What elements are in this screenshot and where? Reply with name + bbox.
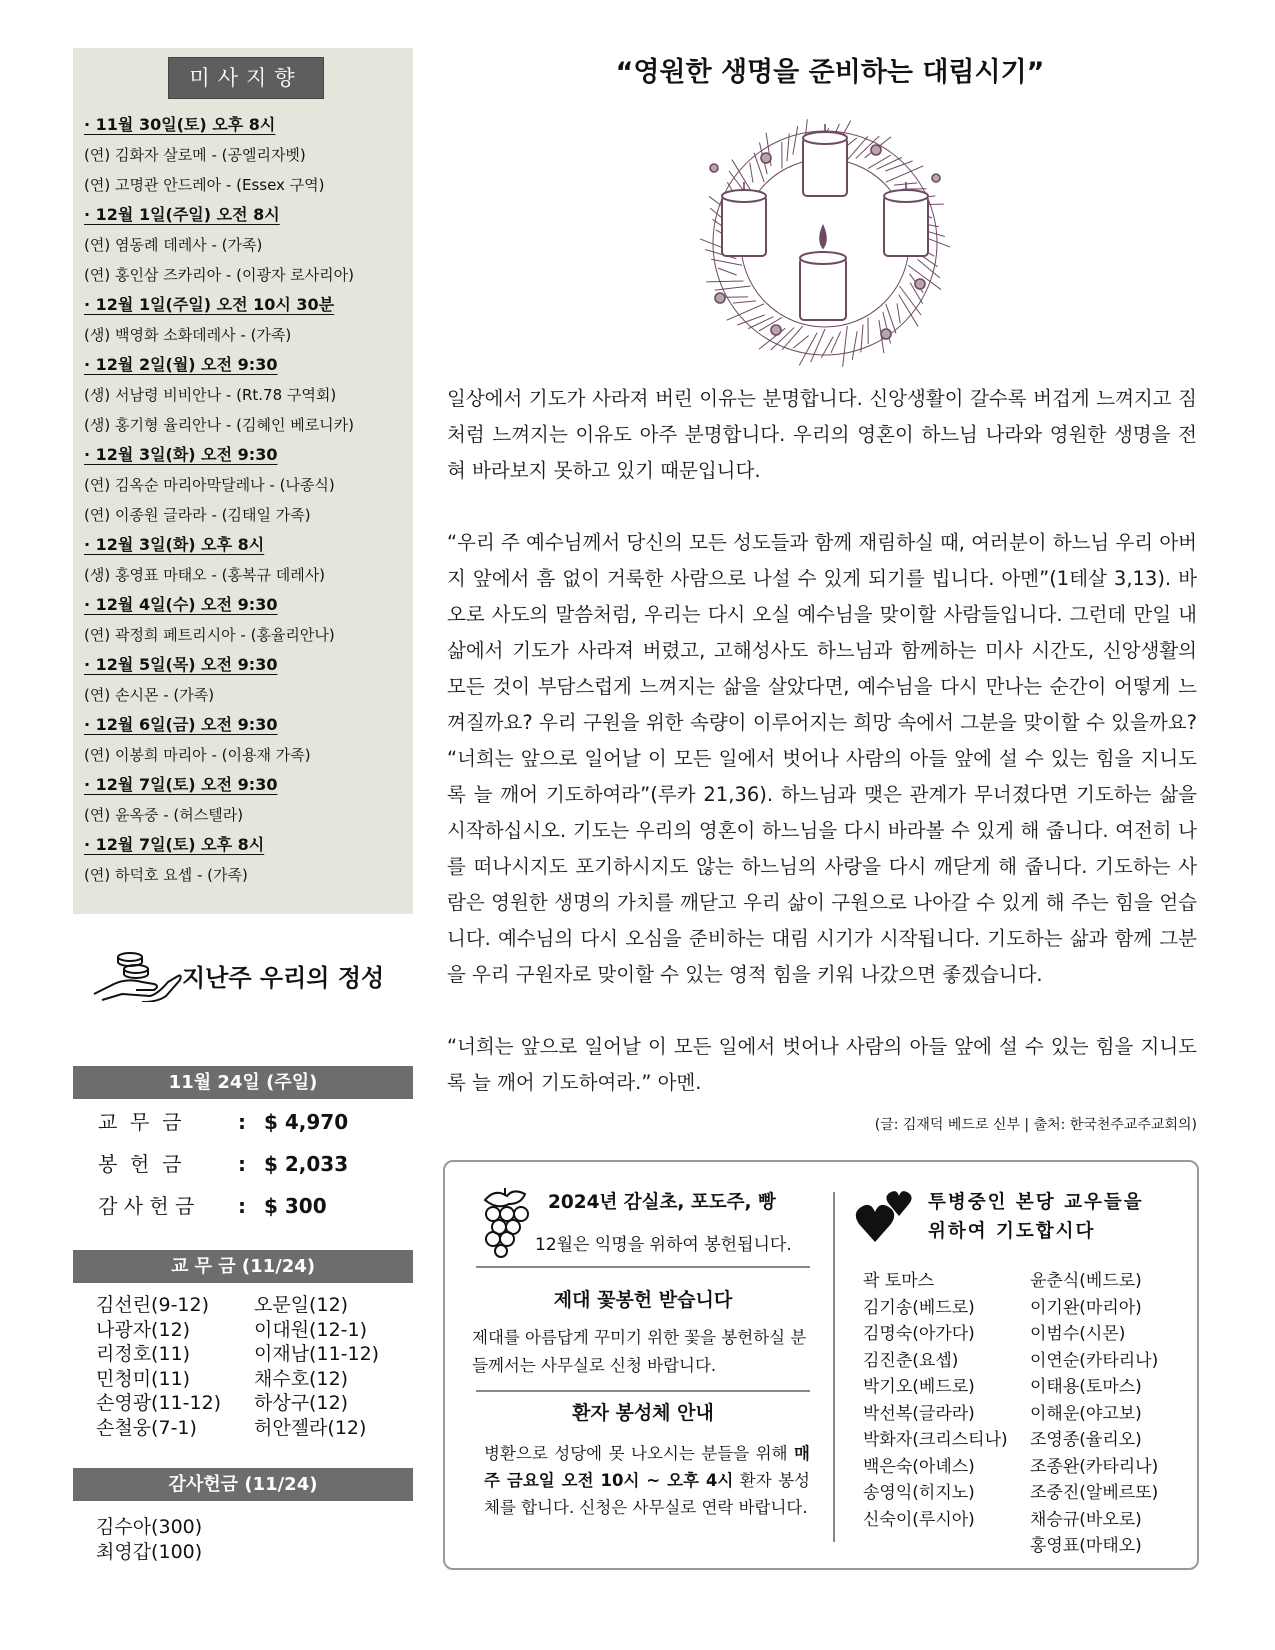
- grape-title: 2024년 감실초, 포도주, 빵: [548, 1192, 776, 1213]
- thanks-list: [96, 1515, 202, 1564]
- mass-intention-list: [84, 110, 409, 890]
- gyomu-name: 하상구(12): [254, 1392, 349, 1414]
- offering-rows: [98, 1101, 418, 1227]
- offering-colon: :: [238, 1110, 246, 1134]
- prayer-name: 채승규(바오로): [1030, 1509, 1142, 1530]
- mass-date-text: · 12월 4일(수) 오전 9:30: [84, 595, 278, 614]
- article-paragraph-3: “너희는 앞으로 일어날 이 모든 일에서 벗어나 사람의 아들 앞에 설 수 있는 힘을 지니도록 늘 깨어 기도하여라.” 아멘.: [447, 1035, 1197, 1094]
- mass-date: [84, 650, 409, 680]
- gyomu-name: 나광자(12): [96, 1318, 191, 1341]
- notice-divider-2: [476, 1390, 810, 1392]
- eucharist-text-2: 환자 봉성체를 합니다. 신청은 사무실로 연락 바랍니다.: [484, 1471, 810, 1517]
- mass-date-text: · 12월 1일(주일) 오전 8시: [84, 205, 280, 224]
- article-title: “영원한 생명을 준비하는 대림시기”: [615, 57, 1045, 88]
- offering-value: $ 4,970: [264, 1110, 349, 1134]
- grape-subtitle: 12월은 익명을 위하여 봉헌됩니다.: [535, 1235, 792, 1255]
- offering-row: [98, 1143, 418, 1185]
- mass-intention-item: (연) 염동례 데레사 - (가족): [84, 236, 263, 254]
- mass-intention-item: (연) 이봉희 마리아 - (이용재 가족): [84, 746, 311, 764]
- mass-date: [84, 110, 409, 140]
- gyomu-name: 김선린(9-12): [96, 1294, 210, 1316]
- gyomu-col-2: [254, 1293, 424, 1440]
- prayer-name: 백은숙(아녜스): [863, 1456, 975, 1477]
- gyomu-name: 이재남(11-12): [254, 1343, 380, 1365]
- prayer-title-line-1: 투병중인 본당 교우들을: [928, 1192, 1144, 1213]
- mass-intention-item: (생) 백영화 소화데레사 - (가족): [84, 326, 292, 344]
- prayer-name: 홍영표(마태오): [1030, 1536, 1142, 1556]
- mass-intention-item: (연) 하덕호 요셉 - (가족): [84, 866, 248, 884]
- gyomu-name: 오문일(12): [254, 1294, 349, 1316]
- prayer-name: 조영종(율리오): [1030, 1430, 1142, 1450]
- prayer-list-col-1: [863, 1268, 1008, 1533]
- prayer-name: 윤춘식(베드로): [1030, 1271, 1142, 1291]
- gyomu-name: 허안젤라(12): [254, 1416, 367, 1439]
- offering-label: 감 사 헌 금: [98, 1194, 195, 1218]
- gyomu-col-1: [96, 1293, 256, 1440]
- mass-intention-item: (연) 윤옥중 - (허스텔라): [84, 806, 244, 824]
- offering-value: $ 2,033: [264, 1152, 349, 1176]
- prayer-name: 박선복(글라라): [863, 1403, 975, 1424]
- eucharist-text-1: 병환으로 성당에 못 나오시는 분들을 위해: [484, 1444, 795, 1463]
- mass-intention-item: (생) 서남령 비비안나 - (Rt.78 구역회): [84, 386, 337, 404]
- gyomu-name: 이대원(12-1): [254, 1318, 368, 1341]
- mass-intention-item: (연) 김화자 살로메 - (공엘리자벳): [84, 146, 306, 164]
- offering-label: 봉 헌 금: [98, 1152, 182, 1176]
- offering-label: 교 무 금: [98, 1110, 182, 1134]
- prayer-name: 이범수(시몬): [1030, 1324, 1126, 1344]
- offering-colon: :: [238, 1152, 246, 1176]
- gyomu-name: 손영광(11-12): [96, 1392, 222, 1414]
- mass-date-text: · 12월 7일(토) 오전 9:30: [84, 775, 278, 794]
- mass-date: [84, 590, 409, 620]
- mass-intention-item: (연) 곽정희 페트리시아 - (홍율리안나): [84, 626, 335, 644]
- mass-date-text: · 12월 3일(화) 오후 8시: [84, 535, 265, 554]
- gyomu-name: 손철웅(7-1): [96, 1416, 197, 1439]
- prayer-title-line-2: 위하여 기도합시다: [928, 1221, 1096, 1242]
- mass-intention-item: (생) 홍기형 율리안나 - (김혜인 베로니카): [84, 416, 355, 434]
- prayer-name: 박기오(베드로): [863, 1377, 975, 1397]
- eucharist-time: 매주 금요일 오전 10시 ~ 오후 4시: [484, 1444, 810, 1490]
- prayer-name: 송영익(히지노): [863, 1483, 975, 1503]
- offering-value: $ 300: [264, 1194, 327, 1218]
- prayer-name: 이해운(야고보): [1030, 1403, 1142, 1424]
- mass-date: [84, 770, 409, 800]
- mass-intention-item: (연) 손시몬 - (가족): [84, 686, 215, 704]
- hearts-icon: [855, 1186, 917, 1244]
- mass-date-text: · 12월 1일(주일) 오전 10시 30분: [84, 295, 335, 314]
- notice-divider: [833, 1192, 835, 1542]
- advent-wreath-icon: [680, 108, 970, 368]
- prayer-name: 조종완(카타리나): [1030, 1456, 1159, 1477]
- mass-date: [84, 440, 409, 470]
- gyomu-bar: 교 무 금 (11/24): [73, 1250, 413, 1283]
- mass-intention-item: (연) 홍인삼 즈카리아 - (이광자 로사리아): [84, 266, 355, 284]
- prayer-name: 박화자(크리스티나): [863, 1430, 1008, 1450]
- prayer-name: 곽 토마스: [863, 1271, 935, 1291]
- mass-intention-title: 미사지향: [168, 57, 324, 99]
- offering-date-bar: 11월 24일 (주일): [73, 1066, 413, 1099]
- gyomu-name: 리정호(11): [96, 1343, 191, 1365]
- prayer-name: 신숙이(루시아): [863, 1509, 975, 1530]
- mass-intention-item: (연) 김옥순 마리아막달레나 - (나종식): [84, 476, 335, 494]
- gyomu-name: 민청미(11): [96, 1367, 191, 1390]
- eucharist-title: 환자 봉성체 안내: [572, 1402, 714, 1424]
- prayer-name: 이연순(카타리나): [1030, 1350, 1159, 1371]
- grape-icon: [477, 1186, 531, 1258]
- flower-title: 제대 꽃봉헌 받습니다: [553, 1289, 733, 1311]
- mass-intention-item: (연) 이종원 글라라 - (김태일 가족): [84, 506, 311, 524]
- mass-date: [84, 530, 409, 560]
- prayer-name: 이태용(토마스): [1030, 1377, 1142, 1397]
- article-paragraph-1: 일상에서 기도가 사라져 버린 이유는 분명합니다. 신앙생활이 갈수록 버겁게 느껴지고 짐처럼 느껴지는 이유도 아주 분명합니다. 우리의 영혼이 하느님 나라와 영원한 생명을 전혀 바라보지 못하고 있기 때문입니다.: [447, 387, 1197, 482]
- mass-date-text: · 12월 5일(목) 오전 9:30: [84, 655, 278, 674]
- eucharist-text: [484, 1440, 810, 1521]
- notice-divider-1: [476, 1266, 810, 1268]
- article-source: (글: 김재덕 베드로 신부 | 출처: 한국천주교주교회의): [874, 1117, 1197, 1133]
- mass-date-text: · 12월 7일(토) 오후 8시: [84, 835, 265, 854]
- offering-colon: :: [238, 1194, 246, 1218]
- offering-row: [98, 1101, 418, 1143]
- prayer-name: 김기송(베드로): [863, 1297, 975, 1318]
- gyomu-name: 채수호(12): [254, 1367, 349, 1390]
- mass-date: [84, 290, 409, 320]
- prayer-name: 김진춘(요셉): [863, 1350, 959, 1371]
- mass-date-text: · 12월 6일(금) 오전 9:30: [84, 715, 278, 734]
- mass-date: [84, 200, 409, 230]
- thanks-name: 김수아(300): [96, 1516, 203, 1538]
- offering-row: [98, 1185, 418, 1227]
- prayer-name: 김명숙(아가다): [863, 1324, 975, 1344]
- thanks-name: 최영갑(100): [96, 1540, 203, 1563]
- mass-intention-item: (연) 고명관 안드레아 - (Essex 구역): [84, 176, 325, 194]
- mass-date-text: · 12월 2일(월) 오전 9:30: [84, 355, 278, 374]
- article-body: [447, 381, 1197, 1137]
- mass-intention-item: (생) 홍영표 마태오 - (홍복규 데레사): [84, 566, 326, 584]
- offering-title: 지난주 우리의 정성: [182, 964, 385, 992]
- mass-date-text: · 12월 3일(화) 오전 9:30: [84, 445, 278, 464]
- mass-date: [84, 350, 409, 380]
- flower-text: 제대를 아름답게 꾸미기 위한 꽃을 봉헌하실 분들께서는 사무실로 신청 바랍니다.: [472, 1328, 807, 1375]
- mass-date-text: · 11월 30일(토) 오후 8시: [84, 115, 276, 134]
- prayer-title: [928, 1188, 1144, 1246]
- prayer-name: 조중진(알베르또): [1030, 1483, 1159, 1503]
- prayer-name: 이기완(마리아): [1030, 1297, 1142, 1318]
- article-paragraph-2: “우리 주 예수님께서 당신의 모든 성도들과 함께 재림하실 때, 여러분이 하느님 우리 아버지 앞에서 흠 없이 거룩한 사람으로 나설 수 있게 되기를 빕니다. 아멘”(1테살 3,13). 바오로 사도의 말씀처럼, 우리는 다시 오실 예수님을 맞이할 사람들입니다. 그런데 만일 내 삶에서 기도가 사라져 버렸고, 고해성사도 하느님과 함께하는 미사 시간도, 신앙생활의 모든 것이 부담스럽게 느껴지는 삶을 살았다면, 예수님을 다시 만나는 순간이 어떻게 느껴질까요? 우리 구원을 위한 속량이 이루어지는 희망 속에서 그분을 맞이할 수 있을까요? “너희는 앞으로 일어날 이 모든 일에서 벗어나 사람의 아들 앞에 설 수 있는 힘을 지니도록 늘 깨어 기도하여라”(루카 21,36). 하느님과 맺은 관계가 무너졌다면 기도하는 삶을 시작하십시오. 기도는 우리의 영혼이 하느님을 다시 바라볼 수 있게 해 줍니다. 여전히 나를 떠나시지도 포기하시지도 않는 하느님의 사랑을 다시 깨닫게 해 줍니다. 기도하는 사람은 영원한 생명의 가치를 깨닫고 우리 삶이 구원으로 나아갈 수 있게 해 주는 힘을 얻습니다. 예수님의 다시 오심을 준비하는 대림 시기가 시작됩니다. 기도하는 삶과 함께 그분을 우리 구원자로 맞이할 수 있는 영적 힘을 키워 나갔으면 좋겠습니다.: [447, 531, 1197, 986]
- prayer-list-col-2: [1030, 1268, 1158, 1560]
- mass-date: [84, 830, 409, 860]
- mass-date: [84, 710, 409, 740]
- thanks-bar: 감사헌금 (11/24): [73, 1468, 413, 1501]
